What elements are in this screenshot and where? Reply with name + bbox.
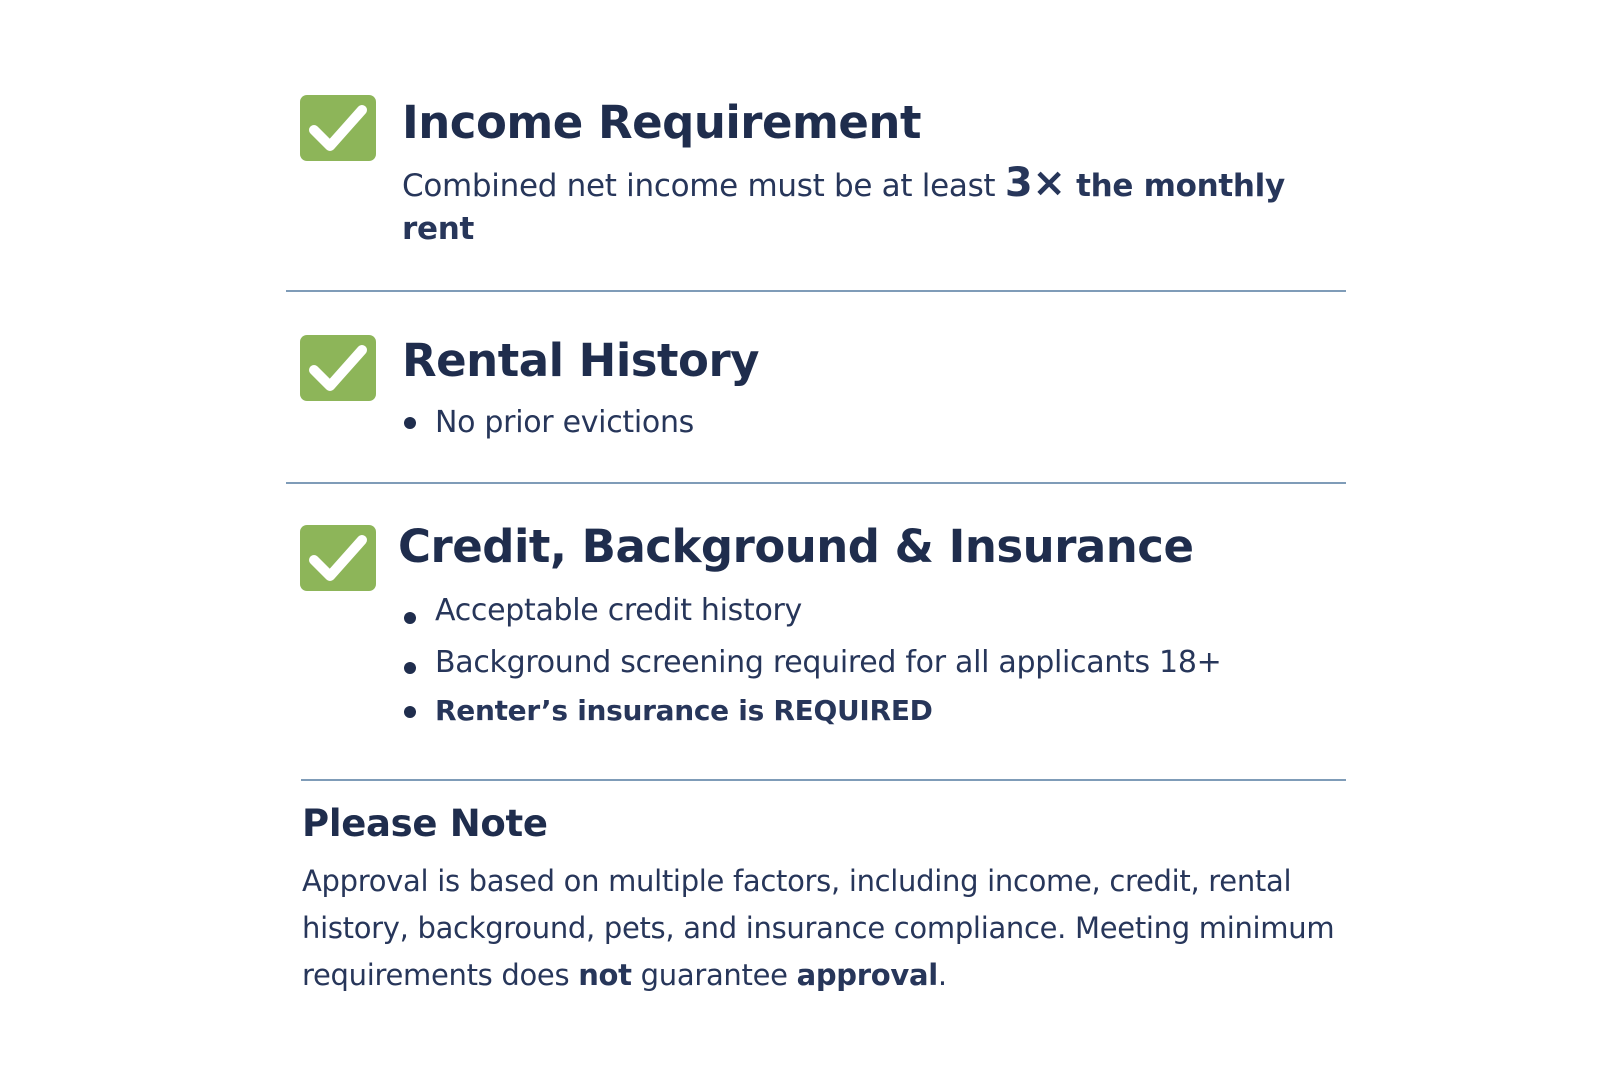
checkbox-checked-icon [300, 525, 376, 591]
note-text-end: . [937, 958, 947, 992]
note-text-approval: approval [796, 958, 938, 992]
list-item: No prior evictions [402, 405, 694, 440]
section-divider [301, 779, 1346, 781]
checkbox-checked-icon [300, 335, 376, 401]
income-multiplier: 3× [1004, 160, 1066, 206]
note-text-part-1: Approval is based on multiple factors, including income, credit, rental history, background, pets, and insurance compliance. Meeting minimum requirements does [302, 864, 1335, 992]
credit-background-insurance-list [402, 592, 1221, 732]
list-item: Background screening required for all applicants 18+ [402, 644, 1221, 692]
note-text-part-2: guarantee [631, 958, 797, 992]
note-text-not: not [578, 958, 632, 992]
income-requirement-title: Income Requirement [402, 96, 921, 149]
rental-history-list [402, 405, 694, 440]
list-item: Renter’s insurance is REQUIRED [402, 692, 1221, 732]
section-divider [286, 482, 1346, 484]
please-note-text [302, 858, 1342, 999]
list-item: Acceptable credit history [402, 592, 1221, 644]
section-divider [286, 290, 1346, 292]
income-desc-before: Combined net income must be at least [402, 168, 1005, 204]
rental-history-title: Rental History [402, 334, 759, 387]
income-desc-after: the monthly rent [402, 168, 1285, 247]
credit-background-insurance-title: Credit, Background & Insurance [398, 520, 1194, 573]
checkbox-checked-icon [300, 95, 376, 161]
income-requirement-description [402, 162, 1332, 251]
please-note-title: Please Note [302, 802, 548, 845]
